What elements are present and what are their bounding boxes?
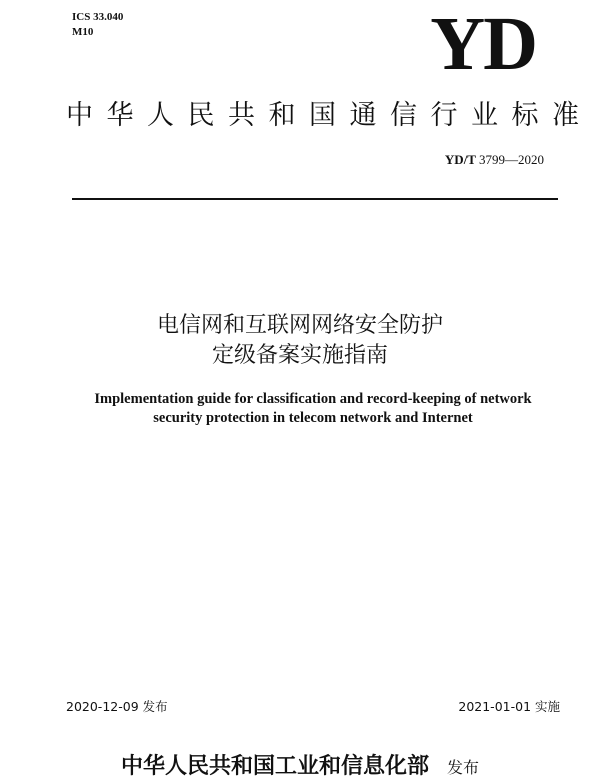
- document-prefix: YD/T: [444, 152, 476, 167]
- title-en-line1: Implementation guide for classification and record-keeping of network: [94, 391, 532, 407]
- yd-logo: YD: [430, 2, 536, 86]
- standard-type-heading: 中华人民共和国通信行业标准: [66, 100, 593, 131]
- title-cn-line1: 电信网和互联网网络安全防护: [156, 313, 443, 338]
- ics-code: ICS 33.040: [72, 11, 124, 23]
- document-number: [445, 152, 544, 168]
- document-number-value: 3799—2020: [479, 152, 544, 167]
- implementation-date: 2021-01-01 实施: [458, 699, 560, 714]
- issue-date: 2020-12-09 发布: [66, 699, 168, 714]
- issuer-action: 发布: [447, 758, 480, 777]
- title-en-line2: security protection in telecom network and Internet: [153, 410, 473, 426]
- ccs-code: M10: [72, 26, 94, 38]
- header-divider: [72, 198, 558, 200]
- issuer: [0, 752, 600, 783]
- classification-codes: [72, 10, 123, 40]
- issuer-name: 中华人民共和国工业和信息化部: [120, 754, 429, 779]
- title-cn-line2: 定级备案实施指南: [211, 343, 388, 368]
